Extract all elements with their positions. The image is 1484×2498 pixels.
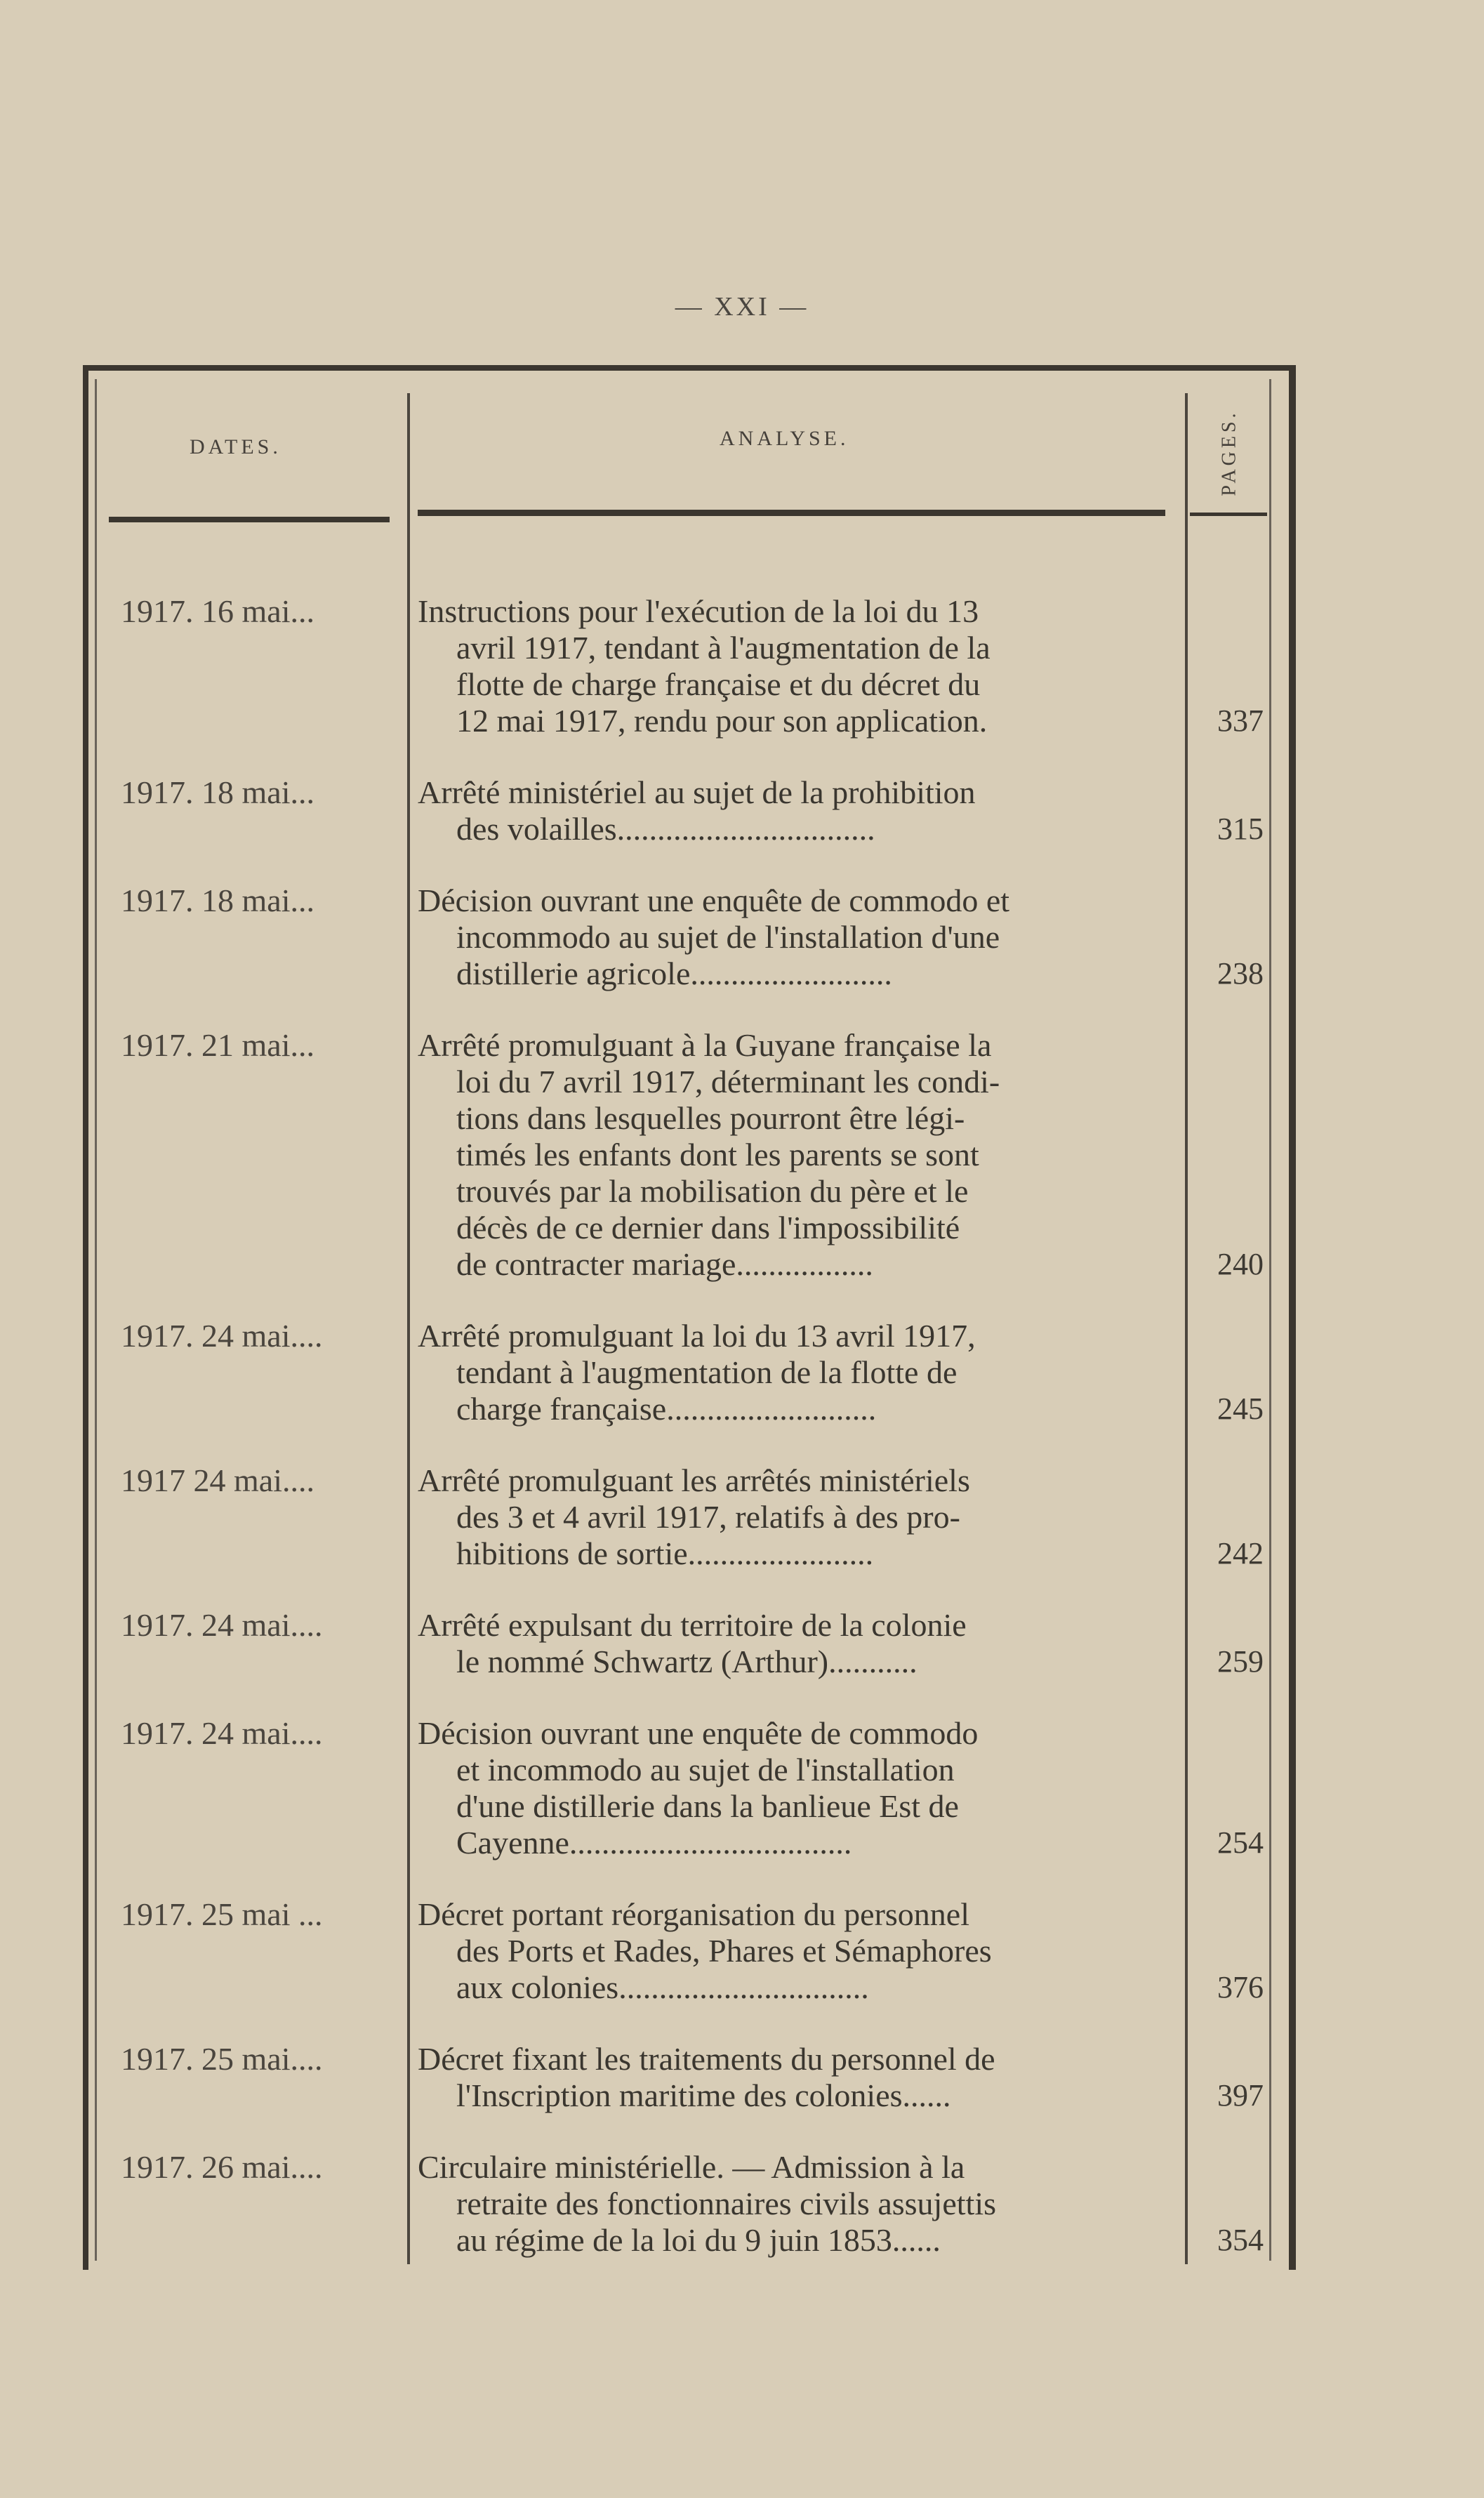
header-pages-label: PAGES. bbox=[1219, 409, 1240, 496]
entry-analysis bbox=[418, 2041, 1169, 2114]
entry-line: hibitions de sortie....................... bbox=[456, 1535, 874, 1571]
entry-analysis bbox=[418, 1462, 1169, 1572]
entry-date: 1917. 25 mai.... bbox=[121, 2041, 323, 2077]
entry-page-number: 245 bbox=[1217, 1392, 1264, 1426]
entry-line: au régime de la loi du 9 juin 1853...... bbox=[456, 2222, 941, 2258]
column-divider-pages bbox=[1185, 393, 1188, 2264]
entry-page-number: 315 bbox=[1217, 812, 1264, 846]
entry-line: charge française.......................... bbox=[456, 1391, 877, 1427]
column-divider-dates bbox=[407, 393, 410, 2264]
entry-page-number: 240 bbox=[1217, 1247, 1264, 1281]
entry-line: Arrêté expulsant du territoire de la colonie bbox=[418, 1607, 967, 1643]
entry-line: avril 1917, tendant à l'augmentation de la bbox=[456, 630, 991, 666]
entry-line: Arrêté promulguant la loi du 13 avril 1917, bbox=[418, 1318, 976, 1354]
entry-analysis bbox=[418, 1318, 1169, 1427]
entry-line: Circulaire ministérielle. — Admission à la bbox=[418, 2149, 965, 2185]
entry-date: 1917. 24 mai.... bbox=[121, 1318, 323, 1354]
header-dates: DATES. bbox=[190, 435, 281, 458]
entry-line: des volailles................................ bbox=[456, 811, 875, 847]
entry-line: des Ports et Rades, Phares et Sémaphores bbox=[456, 1933, 992, 1969]
entry-analysis bbox=[418, 1896, 1169, 2006]
entry-line: retraite des fonctionnaires civils assujettis bbox=[456, 2186, 996, 2221]
entry-line: Instructions pour l'exécution de la loi du 13 bbox=[418, 593, 979, 629]
entry-page-number: 354 bbox=[1217, 2223, 1264, 2257]
header-analyse: ANALYSE. bbox=[720, 427, 849, 450]
entry-line: Décret portant réorganisation du personnel bbox=[418, 1896, 969, 1932]
header-rule-pages bbox=[1190, 513, 1267, 516]
entry-date: 1917. 18 mai... bbox=[121, 883, 314, 918]
entry-page-number: 242 bbox=[1217, 1536, 1264, 1571]
entry-date: 1917. 25 mai ... bbox=[121, 1896, 323, 1932]
entry-line: incommodo au sujet de l'installation d'une bbox=[456, 919, 1000, 955]
header-pages bbox=[1202, 404, 1258, 502]
header-rule-analyse bbox=[418, 510, 1165, 516]
inner-left-rule bbox=[95, 379, 97, 2261]
entry-line: Décision ouvrant une enquête de commodo bbox=[418, 1715, 979, 1751]
entry-line: tions dans lesquelles pourront être légi- bbox=[456, 1100, 965, 1136]
entry-analysis bbox=[418, 1607, 1169, 1680]
entry-page-number: 376 bbox=[1217, 1970, 1264, 2004]
entry-analysis bbox=[418, 883, 1169, 992]
entry-line: flotte de charge française et du décret du bbox=[456, 666, 981, 702]
entry-page-number: 254 bbox=[1217, 1825, 1264, 1860]
entry-line: de contracter mariage................. bbox=[456, 1246, 873, 1282]
entry-date: 1917. 21 mai... bbox=[121, 1027, 314, 1063]
entry-line: l'Inscription maritime des colonies...... bbox=[456, 2077, 951, 2113]
entry-analysis bbox=[418, 1027, 1169, 1283]
entry-line: tendant à l'augmentation de la flotte de bbox=[456, 1354, 958, 1390]
entry-date: 1917. 16 mai... bbox=[121, 593, 314, 629]
entry-line: Décision ouvrant une enquête de commodo et bbox=[418, 883, 1010, 918]
entry-page-number: 238 bbox=[1217, 956, 1264, 991]
entry-analysis bbox=[418, 1715, 1169, 1861]
entry-date: 1917 24 mai.... bbox=[121, 1462, 314, 1498]
entry-date: 1917. 24 mai.... bbox=[121, 1607, 323, 1643]
entry-line: d'une distillerie dans la banlieue Est de bbox=[456, 1788, 959, 1824]
entry-page-number: 337 bbox=[1217, 703, 1264, 738]
entry-page-number: 397 bbox=[1217, 2078, 1264, 2113]
entry-line: distillerie agricole......................... bbox=[456, 956, 892, 991]
entry-analysis bbox=[418, 593, 1169, 739]
entry-line: et incommodo au sujet de l'installation bbox=[456, 1752, 955, 1787]
entry-line: des 3 et 4 avril 1917, relatifs à des pro- bbox=[456, 1499, 960, 1535]
entry-date: 1917. 26 mai.... bbox=[121, 2149, 323, 2185]
entry-line: Décret fixant les traitements du personnel de bbox=[418, 2041, 995, 2077]
entry-line: trouvés par la mobilisation du père et le bbox=[456, 1173, 969, 1209]
entry-line: Arrêté promulguant les arrêtés ministériels bbox=[418, 1462, 970, 1498]
entry-line: Arrêté ministériel au sujet de la prohibition bbox=[418, 774, 976, 810]
entry-page-number: 259 bbox=[1217, 1644, 1264, 1679]
inner-right-rule bbox=[1269, 379, 1271, 2261]
entry-line: 12 mai 1917, rendu pour son application. bbox=[456, 703, 988, 739]
page-number: — XXI — bbox=[675, 292, 809, 322]
entry-line: Arrêté promulguant à la Guyane française la bbox=[418, 1027, 992, 1063]
entry-analysis bbox=[418, 2149, 1169, 2259]
entry-line: loi du 7 avril 1917, déterminant les condi- bbox=[456, 1064, 1000, 1099]
header-rule-dates bbox=[109, 517, 390, 522]
entry-line: décès de ce dernier dans l'impossibilité bbox=[456, 1210, 960, 1245]
entry-line: timés les enfants dont les parents se sont bbox=[456, 1137, 979, 1172]
entry-line: Cayenne................................... bbox=[456, 1825, 852, 1861]
entry-line: aux colonies............................... bbox=[456, 1969, 869, 2005]
entry-date: 1917. 24 mai.... bbox=[121, 1715, 323, 1751]
entry-line: le nommé Schwartz (Arthur)........... bbox=[456, 1644, 917, 1679]
entry-analysis bbox=[418, 774, 1169, 847]
entry-date: 1917. 18 mai... bbox=[121, 774, 314, 810]
